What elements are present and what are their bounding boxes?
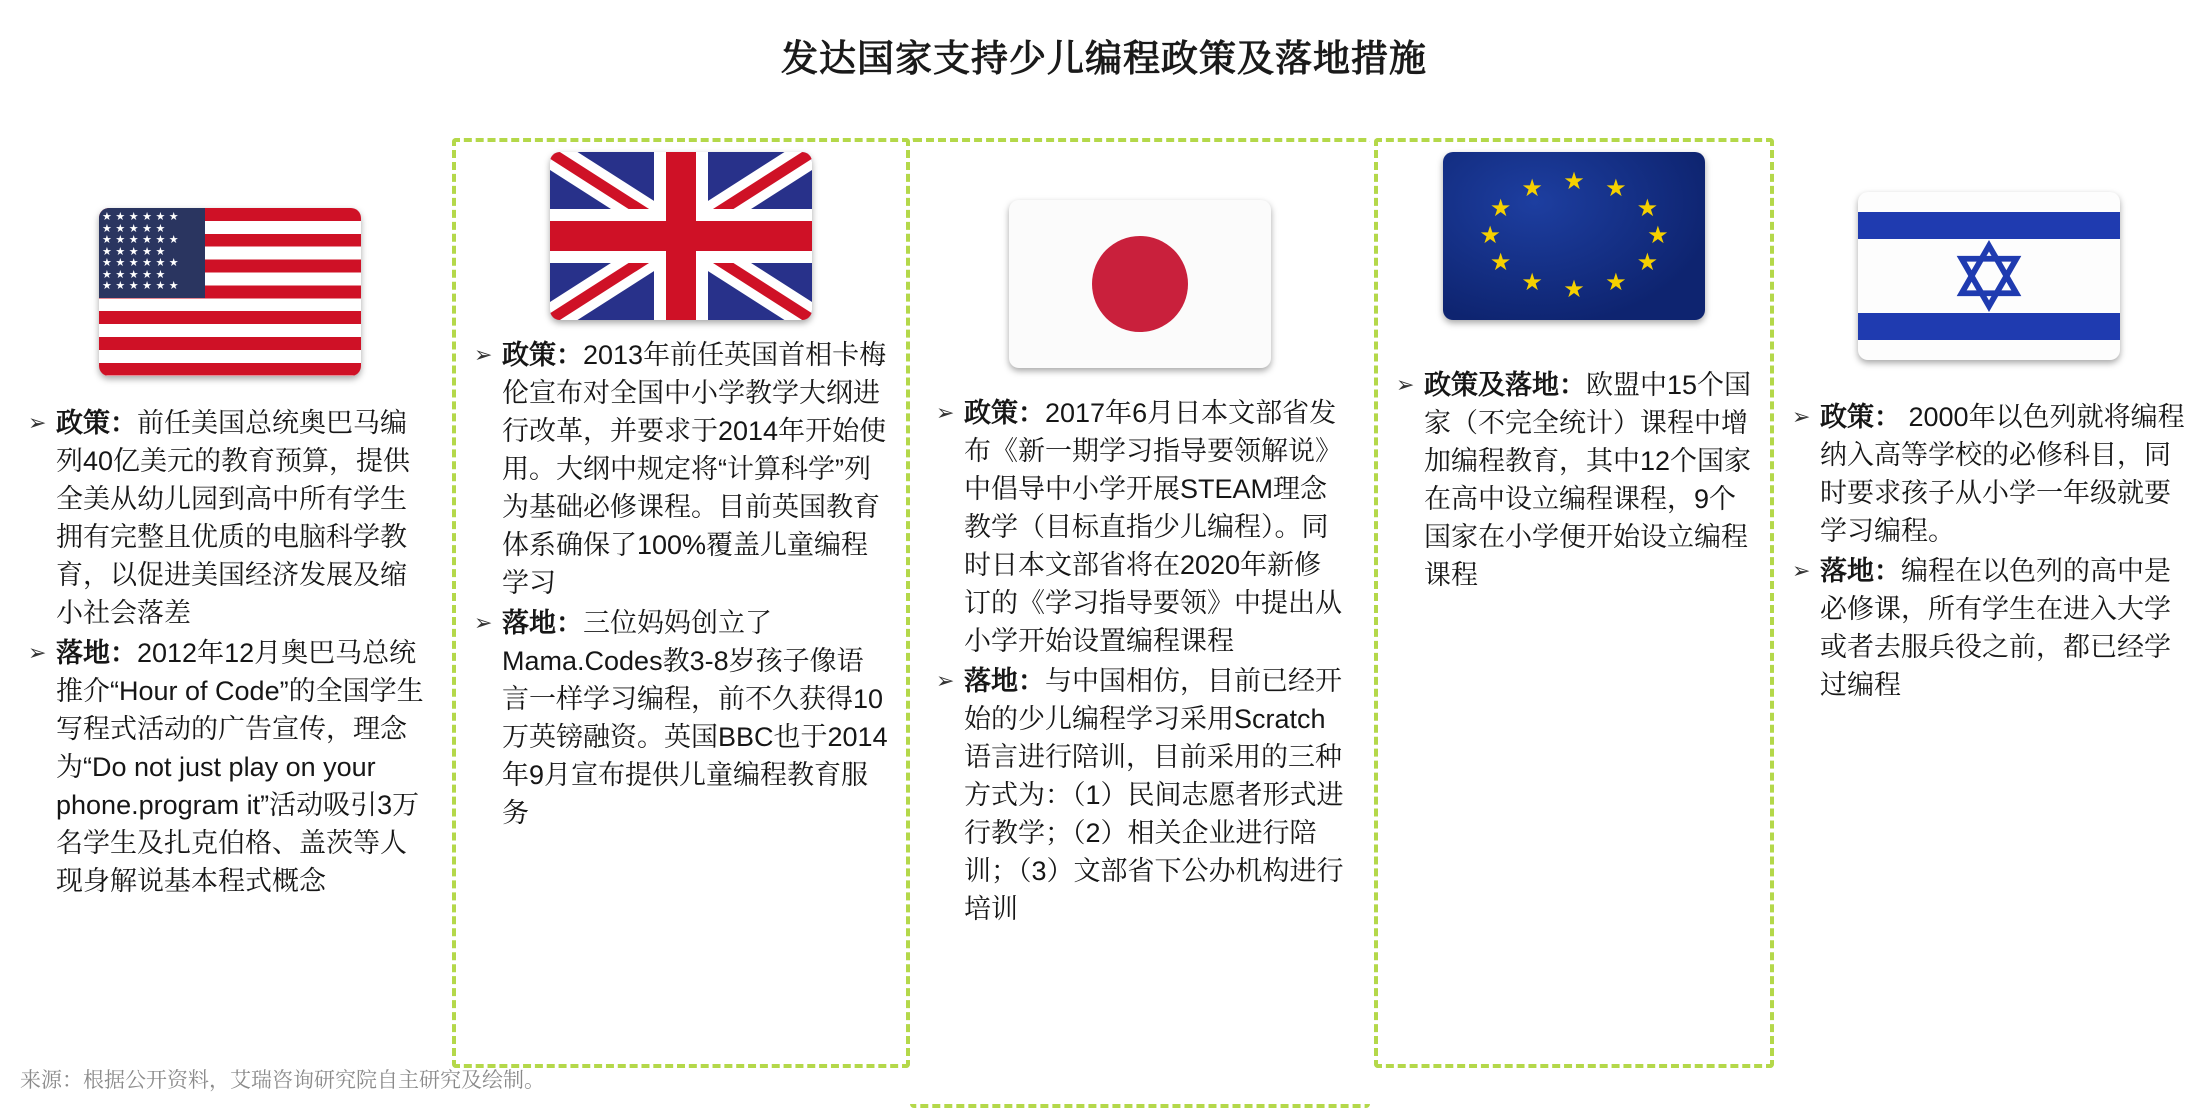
- column-usa: [20, 130, 440, 902]
- us-flag-canton: ★★★★★★ ★★★★★ ★★★★★★ ★★★★★ ★★★★★★ ★★★★★ ★★★★★★: [99, 208, 205, 298]
- arrow-icon: ➢: [28, 410, 47, 435]
- bullet-text: [1820, 552, 2186, 704]
- bullet-text: [56, 404, 432, 632]
- bullet-body: 2017年6月日本文部省发布《新一期学习指导要领解说》中倡导中小学开展STEAM理念教学（目标直指少儿编程）。同时日本文部省将在2020年新修订的《学习指导要领》中提出从小学开始设置编程课程: [964, 398, 1342, 656]
- uk-flag: [550, 152, 812, 320]
- column-uk: [452, 138, 910, 1068]
- bullet-label: 落地：: [56, 638, 137, 668]
- bullet-label: 落地：: [964, 666, 1045, 696]
- bullets-uk: [466, 336, 896, 832]
- il-flag-bottom-bar: [1858, 313, 2120, 340]
- jp-flag-sun: [1092, 236, 1188, 332]
- bullets-israel: [1784, 398, 2194, 704]
- bullet-label: 政策：: [56, 408, 137, 438]
- bullet-body: 2013年前任英国首相卡梅伦宣布对全国中小学教学大纲进行改革，并要求于2014年开始使用。大纲中规定将“计算科学”列为基础必修课程。目前英国教育体系确保了100%覆盖儿童编程学习: [502, 340, 887, 598]
- bullet-item: [28, 404, 432, 632]
- bullet-text: [964, 394, 1344, 660]
- flag-wrap-usa: [20, 208, 440, 376]
- flag-wrap-uk: [466, 152, 896, 320]
- column-eu: [1374, 138, 1774, 1068]
- bullet-label: 政策：: [964, 398, 1045, 428]
- flag-wrap-eu: [1388, 152, 1760, 320]
- bullet-text: [56, 634, 432, 900]
- bullets-eu: [1388, 366, 1760, 594]
- arrow-icon: ➢: [474, 342, 493, 367]
- bullet-label: 政策及落地：: [1424, 370, 1586, 400]
- star-of-david-icon: [1953, 240, 2025, 312]
- bullet-item: [936, 394, 1344, 660]
- eu-flag: ★ ★ ★ ★ ★ ★ ★ ★ ★ ★ ★ ★: [1443, 152, 1705, 320]
- bullet-label: 政策：: [1820, 402, 1901, 432]
- arrow-icon: ➢: [474, 610, 493, 635]
- bullet-item: [1396, 366, 1752, 594]
- bullet-body: 编程在以色列的高中是必修课，所有学生在进入大学或者去服兵役之前，都已经学过编程: [1820, 556, 2171, 700]
- bullet-body: 2000年以色列就将编程纳入高等学校的必修科目，同时要求孩子从小学一年级就要学习编程。: [1820, 402, 2185, 546]
- bullet-item: [1792, 398, 2186, 550]
- bullet-item: [1792, 552, 2186, 704]
- bullet-item: [28, 634, 432, 900]
- page-title: 发达国家支持少儿编程政策及落地措施: [781, 38, 1427, 79]
- il-flag: [1858, 192, 2120, 360]
- column-japan-content: [910, 130, 1370, 930]
- bullet-body: 三位妈妈创立了Mama.Codes教3-8岁孩子像语言一样学习编程，前不久获得10万英镑融资。英国BBC也于2014年9月宣布提供儿童编程教育服务: [502, 608, 888, 828]
- column-israel: [1784, 130, 2194, 706]
- flag-wrap-israel: [1784, 192, 2194, 360]
- bullet-text: [502, 336, 888, 602]
- bullet-item: [936, 662, 1344, 928]
- jp-flag: [1009, 200, 1271, 368]
- arrow-icon: ➢: [1396, 372, 1415, 397]
- bullet-item: [474, 336, 888, 602]
- bullet-text: [964, 662, 1344, 928]
- bullet-label: 落地：: [1820, 556, 1901, 586]
- arrow-icon: ➢: [1792, 404, 1811, 429]
- bullets-usa: [20, 404, 440, 900]
- il-flag-top-bar: [1858, 212, 2120, 239]
- source-footnote: 来源：根据公开资料，艾瑞咨询研究院自主研究及绘制。: [20, 1069, 545, 1092]
- us-flag: [99, 208, 361, 376]
- bullet-text: [1424, 366, 1752, 594]
- arrow-icon: ➢: [936, 400, 955, 425]
- bullet-text: [502, 604, 888, 832]
- arrow-icon: ➢: [936, 668, 955, 693]
- arrow-icon: ➢: [1792, 558, 1811, 583]
- flag-wrap-japan: [928, 200, 1352, 368]
- arrow-icon: ➢: [28, 640, 47, 665]
- bullet-body: 欧盟中15个国家（不完全统计）课程中增加编程教育，其中12个国家在高中设立编程课程，9个国家在小学便开始设立编程课程: [1424, 370, 1752, 590]
- bullets-japan: [928, 394, 1352, 928]
- bullet-body: 前任美国总统奥巴马编列40亿美元的教育预算，提供全美从幼儿园到高中所有学生拥有完整且优质的电脑科学教育，以促进美国经济发展及缩小社会落差: [56, 408, 411, 628]
- bullet-label: 政策：: [502, 340, 583, 370]
- bullet-label: 落地：: [502, 608, 583, 638]
- bullet-body: 与中国相仿，目前已经开始的少儿编程学习采用Scratch语言进行陪训，目前采用的三种方式为：（1）民间志愿者形式进行教学；（2）相关企业进行陪训；（3）文部省下公办机构进行培训: [964, 666, 1344, 924]
- bullet-text: [1820, 398, 2186, 550]
- bullet-body: 2012年12月奥巴马总统推介“Hour of Code”的全国学生写程式活动的广告宣传，理念为“Do not just play on your phone.program it”活动吸引3万名学生及扎克伯格、盖茨等人现身解说基本程式概念: [56, 638, 424, 896]
- bullet-item: [474, 604, 888, 832]
